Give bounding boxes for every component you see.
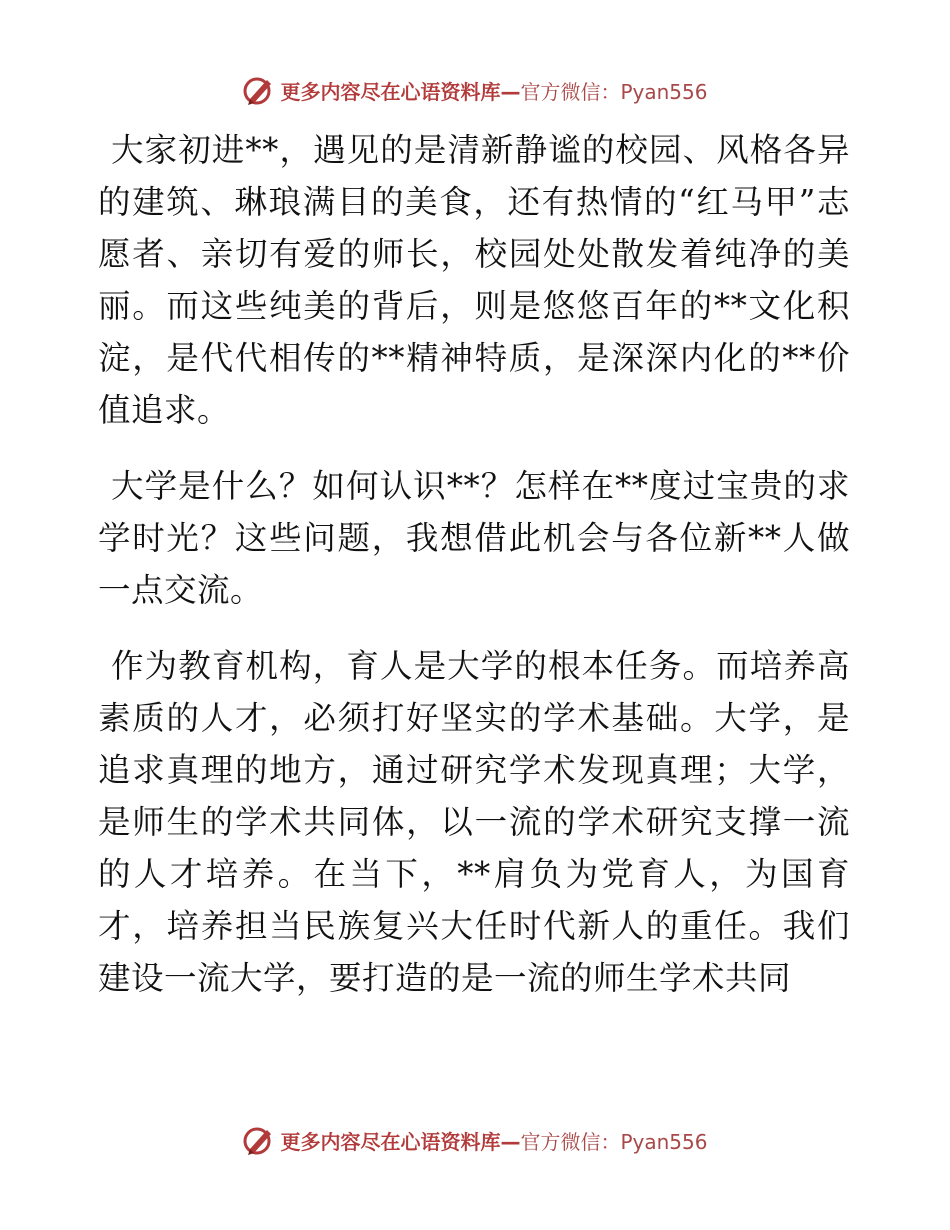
header-banner-wechat: 官方微信：Pyan556 bbox=[520, 79, 708, 104]
document-body bbox=[98, 124, 850, 1028]
pen-logo-icon bbox=[242, 1123, 276, 1157]
header-banner-main: 更多内容尽在心语资料库— bbox=[280, 79, 521, 104]
header-banner bbox=[0, 70, 950, 110]
paragraph-1: 大家初进**，遇见的是清新静谧的校园、风格各异的建筑、琳琅满目的美食，还有热情的“红马甲”志愿者、亲切有爱的师长，校园处处散发着纯净的美丽。而这些纯美的背后，则是悠悠百年的**文化积淀，是代代相传的**精神特质，是深深内化的**价值追求。 bbox=[98, 131, 850, 429]
header-banner-text bbox=[280, 76, 707, 105]
footer-banner-wechat: 官方微信：Pyan556 bbox=[520, 1129, 708, 1154]
footer-banner bbox=[0, 1120, 950, 1160]
pen-logo-icon bbox=[242, 73, 276, 107]
paragraph-2: 大学是什么？如何认识**？怎样在**度过宝贵的求学时光？这些问题，我想借此机会与各位新**人做一点交流。 bbox=[98, 467, 850, 609]
footer-banner-text bbox=[280, 1126, 707, 1155]
paragraph-3: 作为教育机构，育人是大学的根本任务。而培养高素质的人才，必须打好坚实的学术基础。大学，是追求真理的地方，通过研究学术发现真理；大学，是师生的学术共同体，以一流的学术研究支撑一流的人才培养。在当下，**肩负为党育人，为国育才，培养担当民族复兴大任时代新人的重任。我们建设一流大学，要打造的是一流的师生学术共同 bbox=[98, 647, 850, 997]
footer-banner-main: 更多内容尽在心语资料库— bbox=[280, 1129, 521, 1154]
